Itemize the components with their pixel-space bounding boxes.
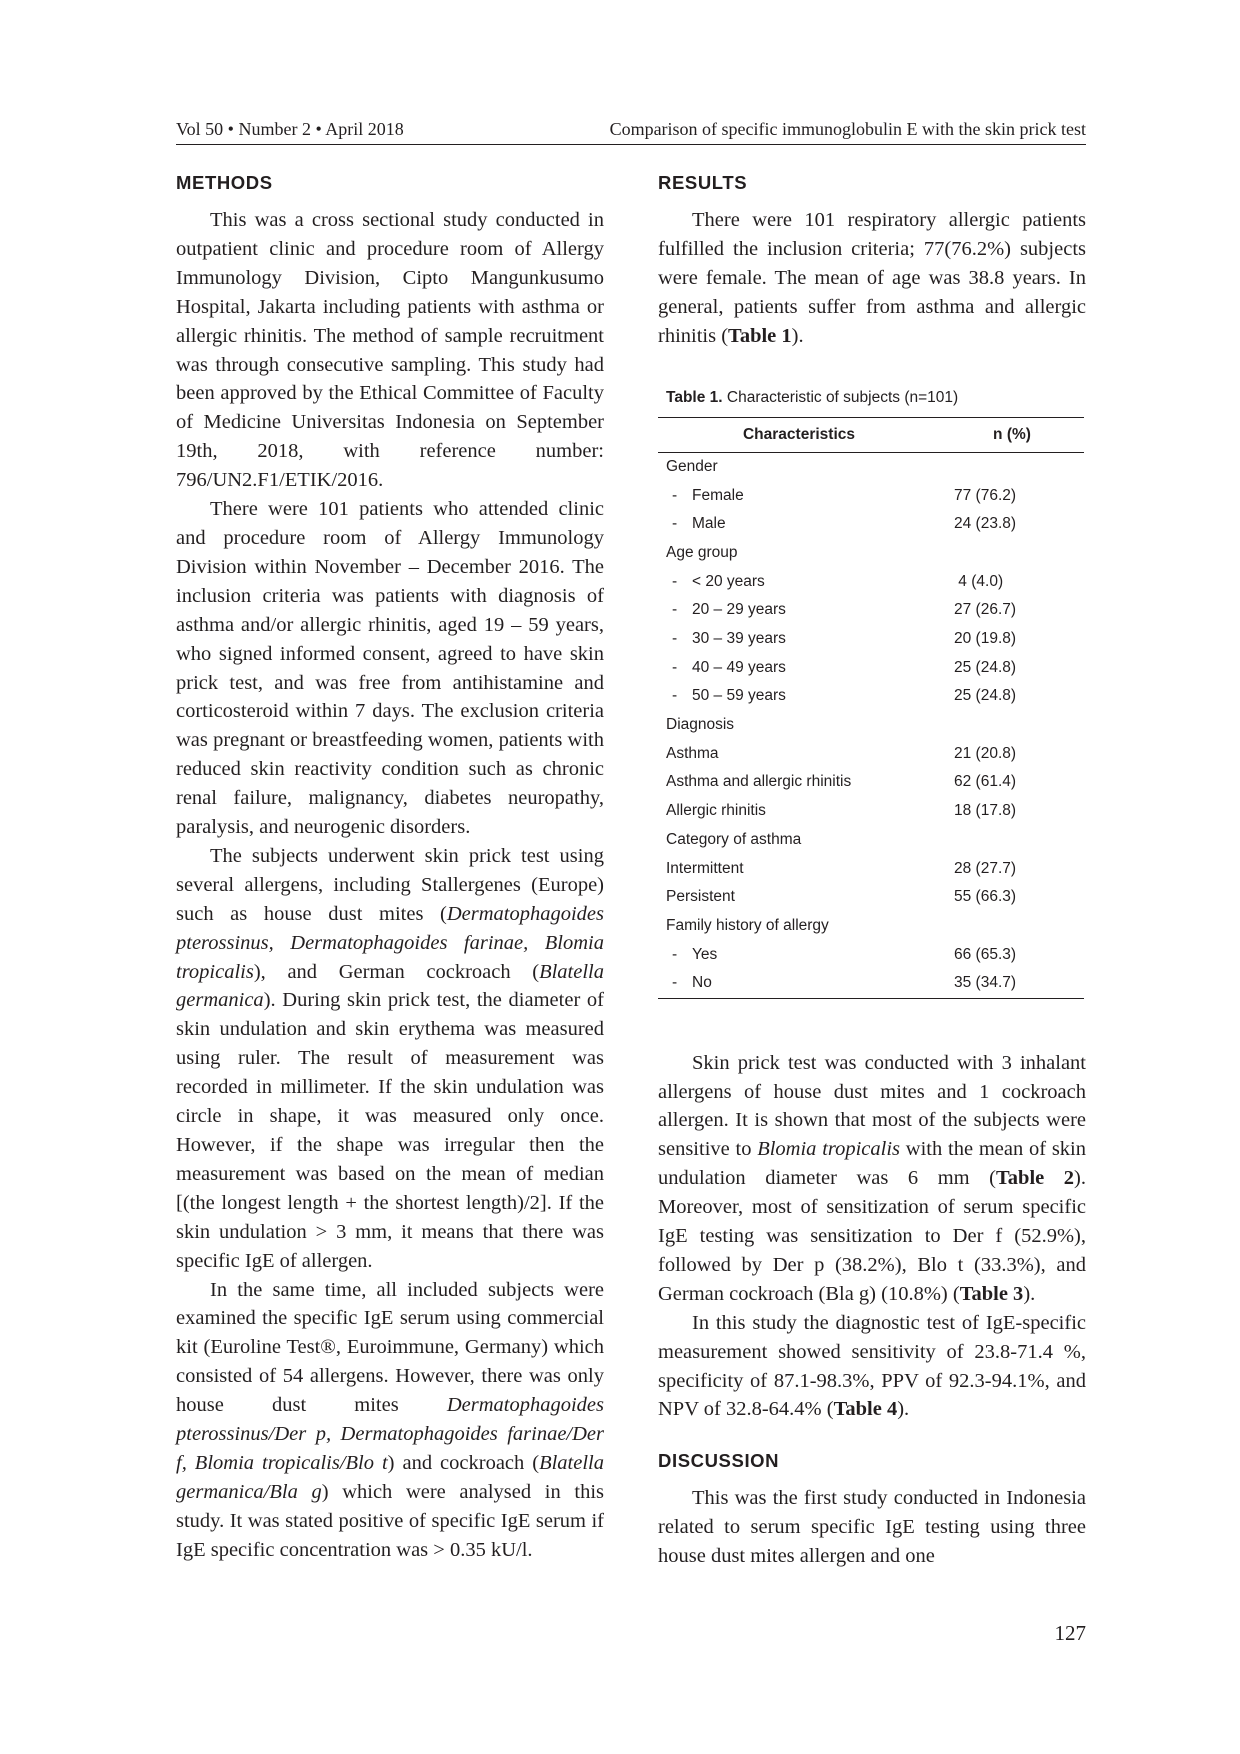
table-row <box>658 452 1084 481</box>
row-label: Asthma <box>666 744 719 762</box>
table-row <box>658 969 1084 998</box>
cell-characteristic <box>658 625 940 654</box>
cell-characteristic <box>658 567 940 596</box>
row-label: Gender <box>666 457 718 475</box>
species-names: Dermatophagoides pterossinus/Der p, Dermatophagoides farinae/Der f, Blomia tropicalis/Blo t <box>176 1394 604 1474</box>
cell-characteristic <box>658 711 940 740</box>
methods-paragraph-2: There were 101 patients who attended clinic and procedure room of Allergy Immunology Division within November – December 2016. The inclusion criteria was patients with diagnosis of asthma and/or allergic rhinitis, aged 19 – 59 years, who signed informed consent, agreed to have skin prick test, and was free from antihistamine and corticosteroid within 7 days. The exclusion criteria was pregnant or breastfeeding women, patients with reduced skin reactivity condition such as chronic renal failure, malignancy, diabetes neuropathy, paralysis, and neurogenic disorders. <box>176 498 604 839</box>
row-label: Female <box>692 486 744 504</box>
table-row <box>658 653 1084 682</box>
discussion-paragraph-1: This was the first study conducted in Indonesia related to serum specific IgE testing using three house dust mites allergen and one <box>658 1487 1086 1568</box>
dash-marker: - <box>672 658 678 676</box>
row-label: 30 – 39 years <box>692 630 786 647</box>
cell-n-percent <box>940 912 1084 941</box>
cell-characteristic <box>658 682 940 711</box>
table-row <box>658 854 1084 883</box>
cell-characteristic <box>658 539 940 568</box>
table-row <box>658 481 1084 510</box>
table-label: Table 1. <box>666 388 723 406</box>
row-label: < 20 years <box>692 572 765 590</box>
cell-characteristic <box>658 797 940 826</box>
species-name: Blatella germanica/Bla g <box>176 1451 604 1503</box>
table-1-caption <box>666 387 1086 409</box>
cell-n-percent: 24 (23.8) <box>954 515 1017 533</box>
text-run: ). During skin prick test, the diameter of skin undulation and skin erythema was measured using ruler. The result of measurement was recorded in millimeter. If the skin undulation was circle in shape, it was measured only once. However, if the shape was irregular then the measurement was based on the mean of median [(the longest length + the shortest length)/2]. If the skin undulation > 3 mm, it means that there was specific IgE of allergen. <box>176 989 604 1272</box>
cell-n-percent: 18 (17.8) <box>954 802 1017 820</box>
table-title: Characteristic of subjects (n=101) <box>722 388 959 406</box>
table-row <box>658 711 1084 740</box>
table-reference: Table 4 <box>833 1398 898 1421</box>
results-paragraph-3 <box>658 1309 1086 1425</box>
table-body <box>658 452 1084 998</box>
dash-marker: - <box>672 974 678 992</box>
row-label: Intermittent <box>666 859 744 877</box>
text-run: ). <box>897 1398 910 1421</box>
right-column <box>658 170 1086 1571</box>
row-label: 50 – 59 years <box>692 687 786 705</box>
cell-n-percent: 20 (19.8) <box>954 630 1017 647</box>
methods-paragraph-4 <box>176 1276 604 1565</box>
table-row <box>658 912 1084 941</box>
results-paragraph-2 <box>658 1049 1086 1309</box>
results-heading: RESULTS <box>658 172 748 193</box>
text-run: ). <box>791 324 804 347</box>
cell-characteristic <box>658 768 940 797</box>
cell-n-percent <box>940 539 1084 568</box>
cell-characteristic <box>658 854 940 883</box>
row-label: Yes <box>692 945 718 963</box>
row-label: Persistent <box>666 888 735 906</box>
table-row <box>658 797 1084 826</box>
text-run: ) which were analysed in this study. It was stated positive of specific IgE serum if IgE specific concentration was > 0.35 kU/l. <box>176 1480 604 1561</box>
cell-characteristic <box>658 481 940 510</box>
table-row <box>658 596 1084 625</box>
row-label: Diagnosis <box>666 716 735 734</box>
dash-marker: - <box>672 486 678 504</box>
table-1 <box>658 417 1084 999</box>
cell-n-percent: 25 (24.8) <box>954 658 1017 676</box>
methods-heading: METHODS <box>176 172 273 193</box>
dash-marker: - <box>672 572 678 590</box>
journal-issue: Vol 50 • Number 2 • April 2018 <box>176 119 404 139</box>
cell-characteristic <box>658 452 940 481</box>
text-run: ). Moreover, most of sensitization of serum specific IgE testing was sensitization to Der f (52.9%), followed by Der p (38.2%), Blo t (33.3%), and German cockroach (Bla g) (10.8%) ( <box>658 1167 1086 1305</box>
table-reference: Table 2 <box>996 1167 1075 1190</box>
cell-characteristic <box>658 825 940 854</box>
column-header-characteristics: Characteristics <box>658 417 940 452</box>
left-column <box>176 170 604 1565</box>
table-row <box>658 539 1084 568</box>
table-row <box>658 567 1084 596</box>
cell-n-percent <box>940 452 1084 481</box>
results-paragraph-1 <box>658 206 1086 351</box>
cell-characteristic <box>658 510 940 539</box>
methods-paragraph-3 <box>176 842 604 1276</box>
cell-characteristic <box>658 739 940 768</box>
row-label: Asthma and allergic rhinitis <box>666 773 852 791</box>
running-header <box>176 116 1086 145</box>
cell-characteristic <box>658 653 940 682</box>
cell-characteristic <box>658 912 940 941</box>
row-label: Male <box>692 515 726 533</box>
dash-marker: - <box>672 630 678 647</box>
row-label: No <box>692 974 712 992</box>
running-title: Comparison of specific immunoglobulin E with the skin prick test <box>609 119 1086 139</box>
table-row <box>658 739 1084 768</box>
table-row <box>658 768 1084 797</box>
dash-marker: - <box>672 515 678 533</box>
text-run: ). <box>1023 1282 1036 1305</box>
table-row <box>658 625 1084 654</box>
table-reference: Table 1 <box>728 324 792 347</box>
text-run: ), and German cockroach ( <box>253 960 540 983</box>
text-run: In the same time, all included subjects were examined the specific IgE serum using commercial kit (Euroline Test®, Euroimmune, Germany) which consisted of 54 allergens. However, there was only house dust mites <box>176 1278 604 1417</box>
table-row <box>658 940 1084 969</box>
dash-marker: - <box>672 687 678 705</box>
cell-n-percent: 66 (65.3) <box>954 945 1017 963</box>
cell-n-percent: 21 (20.8) <box>954 744 1017 762</box>
column-header-n: n (%) <box>940 417 1084 452</box>
text-run: In this study the diagnostic test of IgE-specific measurement showed sensitivity of 23.8-71.4 %, specificity of 87.1-98.3%, PPV of 92.3-94.1%, and NPV of 32.8-64.4% ( <box>658 1311 1086 1421</box>
cell-n-percent: 27 (26.7) <box>954 601 1017 619</box>
row-label: 40 – 49 years <box>692 658 786 676</box>
cell-n-percent: 62 (61.4) <box>954 773 1017 791</box>
cell-n-percent <box>940 825 1084 854</box>
species-name: Blatella germanica <box>176 960 604 1012</box>
text-run: with the mean of skin undulation diameter was 6 mm ( <box>658 1138 1086 1190</box>
cell-characteristic <box>658 969 940 998</box>
methods-paragraph-1: This was a cross sectional study conducted in outpatient clinic and procedure room of Allergy Immunology Division, Cipto Mangunkusumo Hospital, Jakarta including patients with asthma or allergic rhinitis. The method of sample recruitment was through consecutive sampling. This study had been approved by the Ethical Committee of Faculty of Medicine Universitas Indonesia on September 19th, 2018, with reference number: 796/UN2.F1/ETIK/2016. <box>176 209 604 492</box>
row-label: Age group <box>666 543 738 561</box>
text-run: Skin prick test was conducted with 3 inhalant allergens of house dust mites and 1 cockroach allergen. It is shown that most of the subjects were sensitive to <box>658 1051 1086 1161</box>
table-row <box>658 825 1084 854</box>
row-label: Family history of allergy <box>666 916 829 934</box>
cell-n-percent: 35 (34.7) <box>940 969 1084 998</box>
cell-n-percent: 28 (27.7) <box>954 859 1017 877</box>
dash-marker: - <box>672 945 678 963</box>
dash-marker: - <box>672 601 678 619</box>
text-run: The subjects underwent skin prick test using several allergens, including Stallergenes (Europe) such as house dust mites ( <box>176 844 604 925</box>
cell-n-percent: 4 (4.0) <box>954 572 1004 590</box>
discussion-heading: DISCUSSION <box>658 1450 780 1472</box>
species-names: Dermatophagoides pterossinus, Dermatophagoides farinae, Blomia tropicalis <box>176 902 604 983</box>
cell-characteristic <box>658 596 940 625</box>
text-run: There were 101 respiratory allergic patients fulfilled the inclusion criteria; 77(76.2%) subjects were female. The mean of age was 38.8 years. In general, patients suffer from asthma and allergic rhinitis ( <box>658 209 1086 347</box>
cell-n-percent: 77 (76.2) <box>954 486 1017 504</box>
cell-characteristic <box>658 940 940 969</box>
cell-characteristic <box>658 883 940 912</box>
table-row <box>658 682 1084 711</box>
cell-n-percent: 25 (24.8) <box>954 687 1017 705</box>
cell-n-percent <box>940 711 1084 740</box>
table-reference: Table 3 <box>959 1282 1024 1305</box>
row-label: 20 – 29 years <box>692 601 786 619</box>
species-name: Blomia tropicalis <box>757 1138 901 1161</box>
row-label: Allergic rhinitis <box>666 802 766 820</box>
page-number: 127 <box>1054 1621 1086 1645</box>
row-label: Category of asthma <box>666 830 802 848</box>
table-row <box>658 883 1084 912</box>
table-row <box>658 510 1084 539</box>
cell-n-percent: 55 (66.3) <box>954 888 1017 906</box>
text-run: ) and cockroach ( <box>387 1451 540 1474</box>
